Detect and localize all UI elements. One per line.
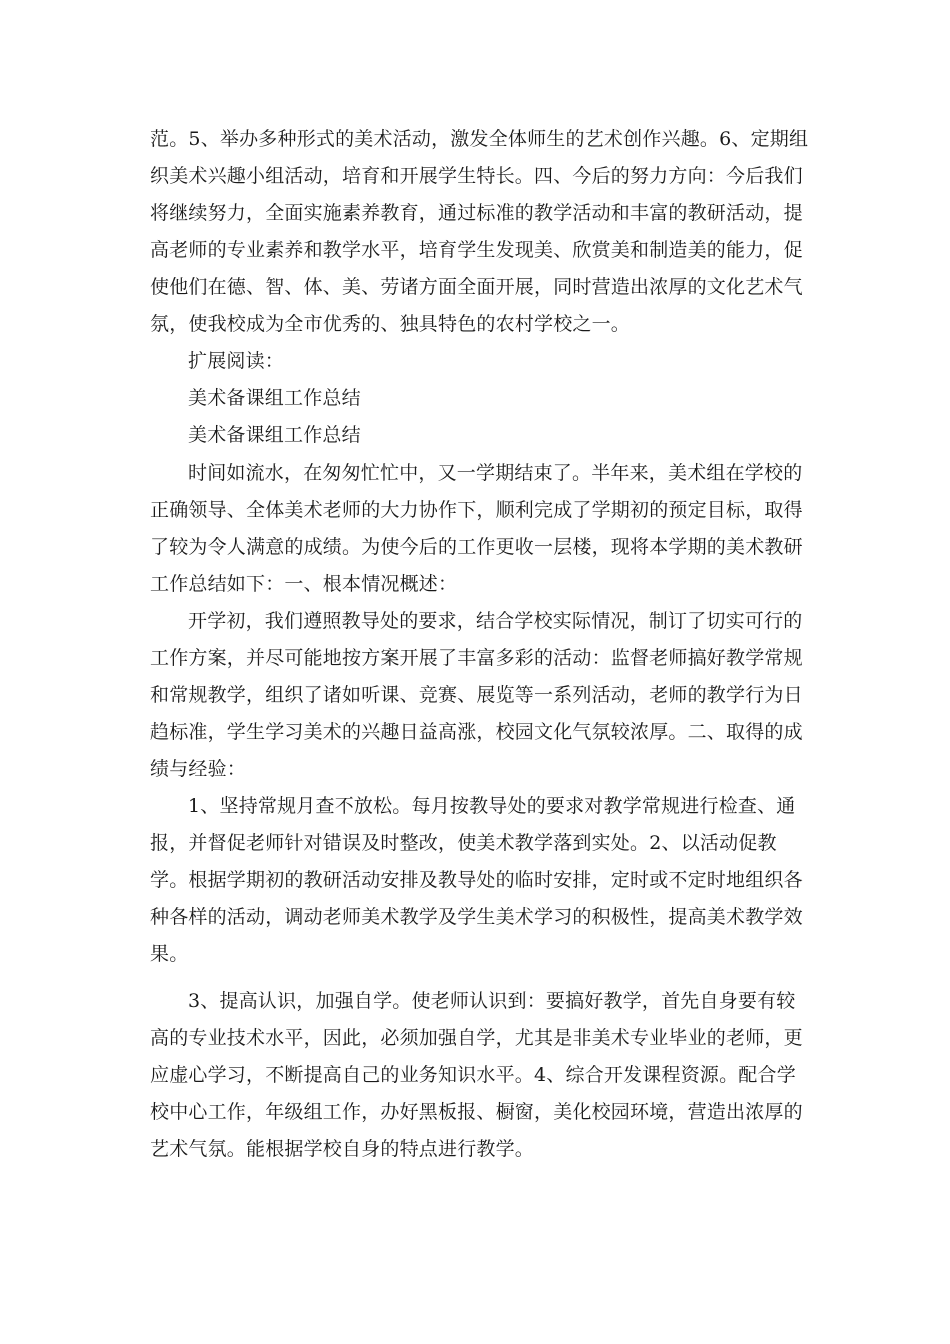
text-line: 高的专业技术水平，因此，必须加强自学，尤其是非美术专业毕业的老师，更: [150, 1027, 803, 1049]
text-line: 报，并督促老师针对错误及时整改，使美术教学落到实处。2、以活动促教: [150, 832, 777, 854]
text-line: 3、提高认识，加强自学。使老师认识到：要搞好教学，首先自身要有较: [188, 990, 796, 1012]
text-line: 应虚心学习，不断提高自己的业务知识水平。4、综合开发课程资源。配合学: [150, 1064, 796, 1086]
text-line: 绩与经验：: [150, 758, 247, 780]
text-line: 艺术气氛。能根据学校自身的特点进行教学。: [150, 1138, 535, 1160]
text-line: 校中心工作，年级组工作，办好黑板报、橱窗，美化校园环境，营造出浓厚的: [150, 1101, 803, 1123]
text-line: 开学初，我们遵照教导处的要求，结合学校实际情况，制订了切实可行的: [188, 610, 803, 632]
text-line: 学。根据学期初的教研活动安排及教导处的临时安排，定时或不定时地组织各: [150, 869, 803, 891]
section-title: 美术备课组工作总结: [188, 424, 361, 446]
text-line: 将继续努力，全面实施素养教育，通过标准的教学活动和丰富的教研活动，提: [150, 202, 803, 224]
text-line: 使他们在德、智、体、美、劳诸方面全面开展，同时营造出浓厚的文化艺术气: [150, 276, 803, 298]
text-line: 范。5、举办多种形式的美术活动，激发全体师生的艺术创作兴趣。6、定期组: [150, 128, 809, 150]
text-line: 种各样的活动，调动老师美术教学及学生美术学习的积极性，提高美术教学效: [150, 906, 803, 928]
text-line: 果。: [150, 943, 189, 965]
text-line: 正确领导、全体美术老师的大力协作下，顺利完成了学期初的预定目标，取得: [150, 499, 803, 521]
text-line: 和常规教学，组织了诸如听课、竞赛、展览等一系列活动，老师的教学行为日: [150, 684, 803, 706]
text-line: 时间如流水，在匆匆忙忙中，又一学期结束了。半年来，美术组在学校的: [188, 462, 803, 484]
text-line: 1、坚持常规月查不放松。每月按教导处的要求对教学常规进行检查、通: [188, 795, 796, 817]
text-line: 高老师的专业素养和教学水平，培育学生发现美、欣赏美和制造美的能力，促: [150, 239, 803, 261]
text-line: 氛，使我校成为全市优秀的、独具特色的农村学校之一。: [150, 313, 631, 335]
text-line: 织美术兴趣小组活动，培育和开展学生特长。四、今后的努力方向：今后我们: [150, 165, 803, 187]
text-line: 工作方案，并尽可能地按方案开展了丰富多彩的活动：监督老师搞好教学常规: [150, 647, 803, 669]
text-line: 趋标准，学生学习美术的兴趣日益高涨，校园文化气氛较浓厚。二、取得的成: [150, 721, 803, 743]
text-line: 了较为令人满意的成绩。为使今后的工作更收一层楼，现将本学期的美术教研: [150, 536, 803, 558]
text-line: 工作总结如下：一、根本情况概述：: [150, 573, 458, 595]
section-title: 美术备课组工作总结: [188, 387, 361, 409]
extended-reading-label: 扩展阅读：: [188, 350, 285, 372]
